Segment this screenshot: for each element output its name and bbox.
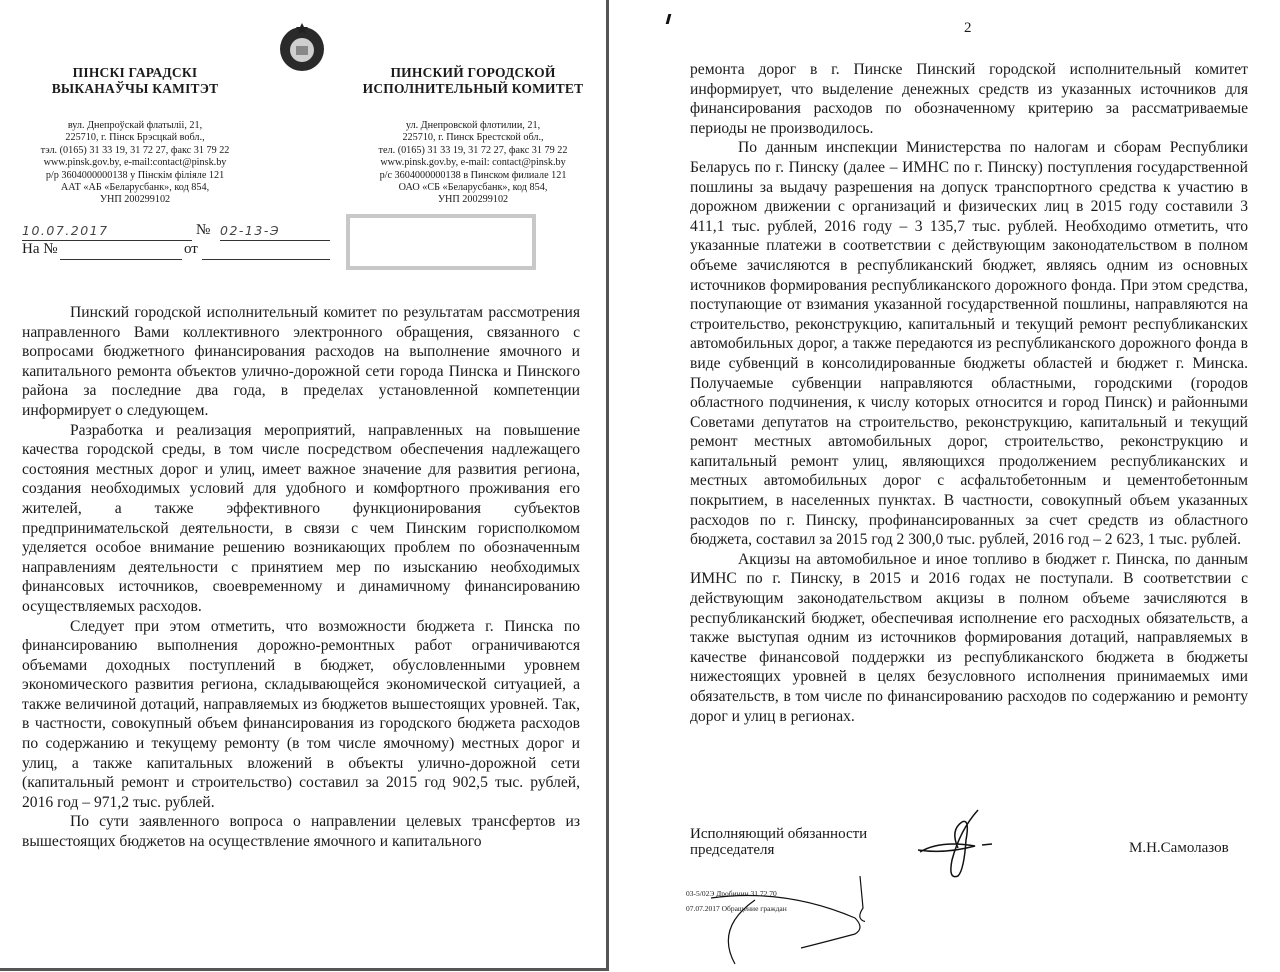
unp-line: УНП 200299102: [437, 194, 509, 206]
number-label: №: [196, 222, 211, 238]
redacted-address-box: [346, 214, 536, 270]
org-name-by-line2: ВЫКАНАЎЧЫ КАМІТЭТ: [51, 81, 219, 96]
header-belarusian: [30, 65, 240, 207]
address-line: ул. Днепровской флотилии, 21,: [405, 120, 541, 131]
paragraph: Пинский городской исполнительный комитет по результатам рассмотрения направленного Вами коллективного электронного обращения, связанного с вопросами бюджетного финансирования расходов на выполнение ямочного и капитального ремонта объектов улично-дорожной сети города Пинска и Пинского района за последние два года, в пределах установленной компетенции информирует о следующем.: [22, 304, 580, 419]
reference-date-field: [202, 241, 330, 260]
signatory-name: М.Н.Самолазов: [1129, 840, 1229, 856]
letter-body-page-1: [22, 303, 580, 852]
phone-line: тэл. (0165) 31 33 19, 31 72 27, факс 31 79 22: [40, 144, 230, 156]
bank-account-line: р/с 3604000000138 в Пинском филиале 121: [379, 169, 567, 181]
web-email-line: www.pinsk.gov.by, e-mail: contact@pinsk.by: [380, 157, 566, 169]
web-email-line: www.pinsk.gov.by, e-mail:contact@pinsk.by: [43, 157, 227, 169]
unp-line: УНП 200299102: [99, 194, 171, 206]
address-line: вул. Днепроўскай флатыліі, 21,: [67, 120, 203, 131]
address-line: 225710, г. Пінск Брэсцкай вобл.,: [65, 132, 205, 144]
reference-number-field: [60, 241, 182, 260]
reference-from-label: от: [184, 241, 198, 257]
outgoing-number: 02-13-Э: [220, 223, 281, 238]
paragraph: ремонта дорог в г. Пинске Пинский городской исполнительный комитет информирует, что выделение денежных средств из указанных источников для финансирования расходов по обозначенному критерию за рассматриваемые периоды не производилось.: [690, 61, 1248, 137]
paragraph: Разработка и реализация мероприятий, направленных на повышение качества городской среды, в том числе посредством обеспечения надлежащего состояния местных дорог и улиц, имеет важное значение для развития региона, создания необходимых условий для удобного и комфортного проживания его жителей, а также эффективного функционирования субъектов предпринимательской деятельности, в связи с чем Пинским горисполкомом уделяется особое внимание решению возникающих проблем по обозначенным направлениям деятельности с принятием мер по изысканию необходимых финансовых источников, своевременному и динамичному финансированию осуществляемых расходов.: [22, 421, 580, 615]
handwritten-signature-icon: [900, 800, 1020, 880]
org-address-ru: [342, 120, 604, 207]
signatory-role-line1: Исполняющий обязанности: [690, 826, 868, 842]
org-address-by: [30, 120, 240, 207]
handwritten-initials-icon: [705, 868, 865, 968]
org-name-by-line1: ПІНСКІ ГАРАДСКІ: [72, 65, 198, 80]
paragraph: По данным инспекции Министерства по налогам и сборам Республики Беларусь по г. Пинску (далее – ИМНС по г. Пинску) поступления государственной пошлины за выдачу разрешения на допуск транспортного средства к участию в дорожном движении с организаций и физических лиц в 2015 году составили 3 411,1 тыс. рублей, 2016 году – 3 135,7 тыс. рублей. Необходимо отметить, что указанные платежи в соответствии с действующим законодательством в полном объеме зачисляются в республиканский бюджет, являясь одним из основных источников формирования республиканского дорожного фонда. При этом средства, поступающие от взимания указанной государственной пошлины, направляются на строительство, реконструкцию, капитальный и текущий ремонт республиканских автомобильных дорог, а также передаются из республиканского дорожного фонда в виде субвенций в консолидированные бюджеты областей и бюджет г. Минска. Получаемые субвенции направляются областными, городскими (городов областного подчинения, к числу которых относится и город Пинск) и районными Советами депутатов на строительство, реконструкцию, капитальный и текущий ремонт местных автомобильных дорог, строительство, реконструкцию и капитальный ремонт улиц, являющихся продолжением республиканских и местных автомобильных дорог с асфальтобетонным и цементобетонным покрытием, в населенных пунктах. В частности, совокупный объем указанных расходов по г. Пинску, профинансированных за счет средств из областного бюджета, составил за 2015 год 2 300,0 тыс. рублей, 2016 год – 2 623, 1 тыс. рублей.: [690, 139, 1248, 549]
outgoing-number-field: [220, 222, 330, 241]
page-number: 2: [964, 20, 972, 36]
executor-line: 03-5/02Э Дробинин 31 72 70: [686, 889, 777, 898]
paragraph: Следует при этом отметить, что возможности бюджета г. Пинска по финансированию выполнения дорожно-ремонтных работ ограничиваются объемами доходных поступлений в бюджет, обусловленными уровнем экономического развития региона, складывающейся экономической ситуацией, а также величиной дотаций, направляемых из бюджетов вышестоящих уровней. Так, в частности, совокупный объем финансирования из городского бюджета расходов по содержанию и текущему ремонту (в том числе ямочному) местных дорог и улиц, а также капитальных вложений в объекты улично-дорожной сети (капитальный ремонт и строительство) составил за 2015 год 902,5 тыс. рублей, 2016 год – 971,2 тыс. рублей.: [22, 617, 580, 811]
outgoing-date-field: [22, 222, 192, 241]
org-name-ru-line2: ИСПОЛНИТЕЛЬНЫЙ КОМИТЕТ: [362, 81, 584, 96]
signatory-role: [690, 826, 867, 858]
reference-number-label: На №: [22, 241, 58, 257]
outgoing-date: 10.07.2017: [22, 223, 109, 238]
bank-name-line: ААТ «АБ «Беларусбанк», код 854,: [60, 182, 210, 194]
address-line: 225710, г. Пинск Брестской обл.,: [402, 132, 544, 144]
state-emblem-icon: [278, 22, 326, 74]
document-type-line: 07.07.2017 Обращение граждан: [686, 904, 787, 913]
bank-account-line: р/р 3604000000138 у Пінскім філіяле 121: [45, 169, 225, 181]
phone-line: тел. (0165) 31 33 19, 31 72 27, факс 31 79 22: [378, 144, 568, 156]
header-russian: [342, 65, 604, 207]
scan-mark: [666, 14, 672, 24]
letter-page-1: [0, 0, 609, 971]
paragraph: По сути заявленного вопроса о направлении целевых трансфертов из вышестоящих бюджетов на осуществление ямочного и капитального: [22, 813, 580, 851]
bank-name-line: ОАО «СБ «Беларусбанк», код 854,: [398, 182, 548, 194]
letter-body-page-2: [690, 60, 1248, 726]
paragraph: Акцизы на автомобильное и иное топливо в бюджет г. Пинска, по данным ИМНС по г. Пинску, в 2015 и 2016 годах не поступали. В соответствии с действующим законодательством акцизы в полном объеме зачисляются в республиканский бюджет, обеспечивая исполнение его расходных обязательств, а также выступая одним из источников формирования дотаций, направляемых в качестве финансовой поддержки из республиканского бюджета в бюджеты нижестоящих уровней в целях безусловного исполнения принимаемых ими обязательств, в том числе по финансированию расходов по содержанию и ремонту дорог и улиц в регионах.: [690, 550, 1248, 725]
org-name-ru-line1: ПИНСКИЙ ГОРОДСКОЙ: [390, 65, 556, 80]
signatory-role-line2: председателя: [690, 842, 775, 858]
